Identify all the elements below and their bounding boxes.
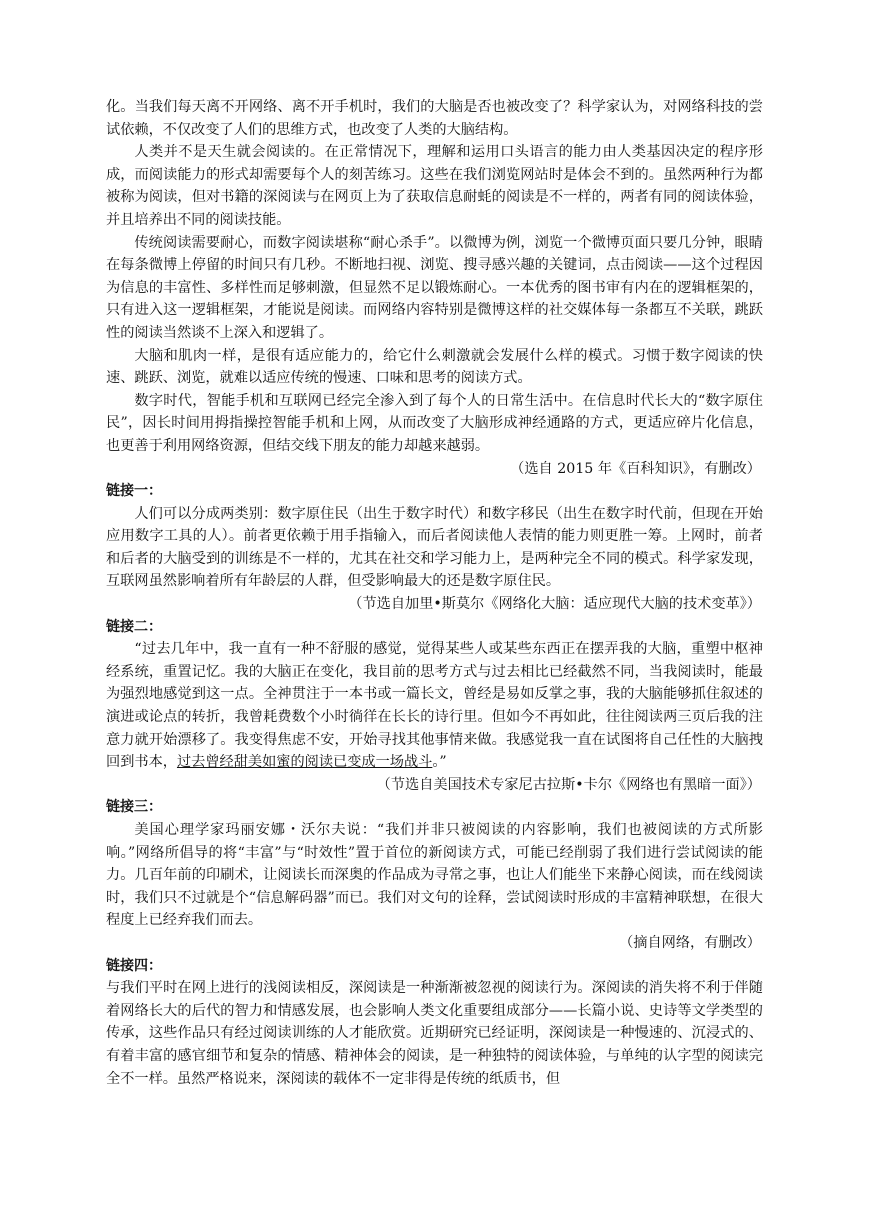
paragraph-5: 数字时代，智能手机和互联网已经完全渗入到了每个人的日常生活中。在信息时代长大的“数字原住民”，因长时间用拇指操控智能手机和上网，从而改变了大脑形成神经通路的方式，更适应碎片化信息，也更善于利用网络资源，但结交线下朋友的能力却越来越弱。 <box>106 392 763 454</box>
link-2-paragraph <box>106 638 763 774</box>
link-2-underlined-sentence: 过去曾经甜美如蜜的阅读已变成一场战斗 <box>176 754 433 771</box>
link-2-text-tail: 。” <box>432 754 447 771</box>
link-3-text: 美国心理学家玛丽安娜・沃尔夫说：“我们并非只被阅读的内容影响，我们也被阅读的方式所影响。”网络所倡导的将“丰富”与“时效性”置于首位的新阅读方式，可能已经削弱了我们进行尝试阅读的能力。几百年前的印刷术，让阅读长而深奥的作品成为寻常之事，也让人们能坐下来静心阅读，而在线阅读时，我们只不过就是个“信息解码器”而已。我们对文句的诠释，尝试阅读时形成的丰富精神联想，在很大程度上已经弃我们而去。 <box>106 822 763 929</box>
link-1-heading: 链接一： <box>106 483 162 500</box>
paragraph-3: 传统阅读需要耐心，而数字阅读堪称“耐心杀手”。以微博为例，浏览一个微博页面只要几分钟，眼睛在每条微博上停留的时间只有几秒。不断地扫视、浏览、搜寻感兴趣的关键词，点击阅读——这个过程因为信息的丰富性、多样性而足够刺激，但显然不足以锻炼耐心。一本优秀的图书审有内在的逻辑框架的，只有进入这一逻辑框架，才能说是阅读。而网络内容特别是微博这样的社交媒体每一条都互不关联，跳跃性的阅读当然谈不上深入和逻辑了。 <box>106 234 763 341</box>
paragraph-2: 人类并不是天生就会阅读的。在正常情况下，理解和运用口头语言的能力由人类基因决定的程序形成，而阅读能力的形式却需要每个人的刻苦练习。这些在我们浏览网站时是体会不到的。虽然两种行为都被称为阅读，但对书籍的深阅读与在网页上为了获取信息耐蚝的阅读是不一样的，两者有同的阅读体验，并且培养出不同的阅读技能。 <box>106 144 763 228</box>
link-1-source: （节选自加里•斯莫尔《网络化大脑：适应现代大脑的技术变革》） <box>348 596 761 613</box>
paragraph-1: 化。当我们每天离不开网络、离不开手机时，我们的大脑是否也被改变了？科学家认为，对网络科技的尝试依赖，不仅改变了人们的思维方式，也改变了人类的大脑结构。 <box>106 99 763 138</box>
link-4-text: 与我们平时在网上进行的浅阅读相反，深阅读是一种渐渐被忽视的阅读行为。深阅读的消失将不利于伴随着网络长大的后代的智力和情感发展，也会影响人类文化重要组成部分——长篇小说、史诗等文学类型的传承，这些作品只有经过阅读训练的人才能欣赏。近期研究已经证明，深阅读是一种慢速的、沉浸式的、有着丰富的感官细节和复杂的情感、精神体会的阅读，是一种独特的阅读体验，与单纯的认字型的阅读完全不一样。虽然严格说来，深阅读的载体不一定非得是传统的纸质书，但 <box>106 980 763 1087</box>
link-2-text: “过去几年中，我一直有一种不舒服的感觉，觉得某些人或某些东西正在摆弄我的大脑，重塑中枢神经系统，重置记忆。我的大脑正在变化，我目前的思考方式与过去相比已经截然不同，当我阅读时，能最为强烈地感觉到这一点。全神贯注于一本书或一篇长文，曾经是易如反掌之事，我的大脑能够抓住叙述的演进或论点的转折，我曾耗费数个小时徜徉在长长的诗行里。但如今不再如此，往往阅读两三页后我的注意力就开始漂移了。我变得焦虑不安，开始寻找其他事情来做。我感觉我一直在试图将自己任性的大脑拽回到书本， <box>106 641 763 771</box>
link-3-source: （摘自网络，有删改） <box>619 934 761 951</box>
link-1-text: 人们可以分成两类别：数字原住民（出生于数字时代）和数字移民（出生在数字时代前，但现在开始应用数字工具的人）。前者更依赖于用手指输入，而后者阅读他人表情的能力则更胜一筹。上网时，前者和后者的大脑受到的训练是不一样的，尤其在社交和学习能力上，是两种完全不同的模式。科学家发现，互联网虽然影响着所有年龄层的人群，但受影响最大的还是数字原住民。 <box>106 505 763 590</box>
link-4-heading: 链接四： <box>106 957 162 974</box>
paragraph-4: 大脑和肌肉一样，是很有适应能力的，给它什么刺激就会发展什么样的模式。习惯于数字阅读的快速、跳跃、浏览，就难以适应传统的慢速、口味和思考的阅读方式。 <box>106 347 763 387</box>
link-2-source: （节选自美国技术专家尼古拉斯•卡尔《网络也有黑暗一面》） <box>376 776 761 793</box>
link-3-heading: 链接三： <box>106 799 162 816</box>
link-2-heading: 链接二： <box>106 618 162 635</box>
source-citation-main: （选自 2015 年《百科知识》，有删改） <box>510 460 761 477</box>
